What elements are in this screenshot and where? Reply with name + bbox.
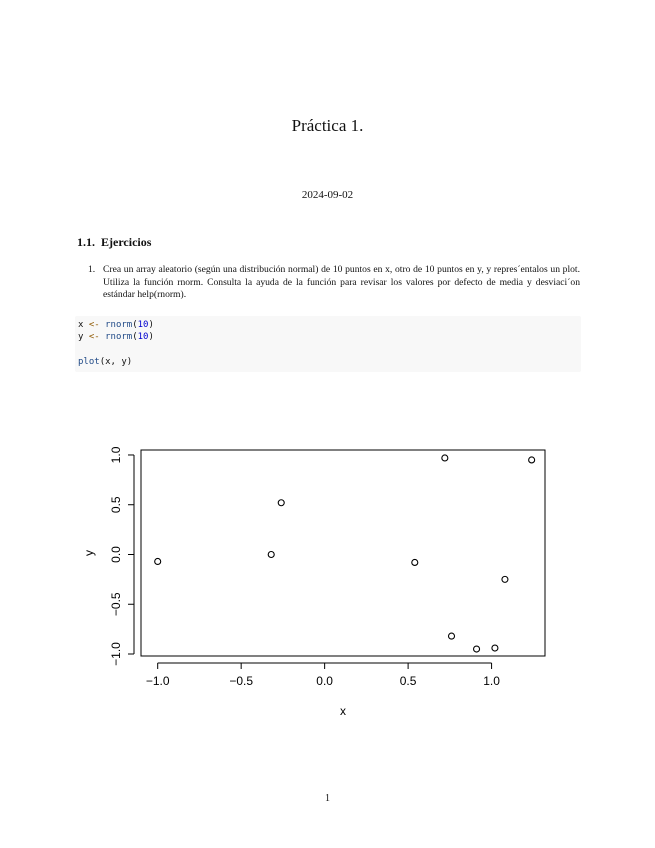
code-number: 10: [137, 332, 149, 342]
y-tick-label: 1.0: [109, 446, 123, 464]
document-title: Práctica 1.: [291, 116, 364, 135]
exercise-item: [88, 264, 580, 302]
code-var: x: [78, 320, 84, 330]
code-line-1: x <- rnorm(10): [78, 320, 154, 330]
y-tick-label: 0.5: [109, 496, 123, 514]
section-number: 1.1.: [77, 235, 95, 249]
code-function: plot: [78, 357, 100, 367]
x-tick-label: 0.0: [316, 674, 333, 688]
x-tick-label: 0.5: [399, 674, 417, 688]
page-number: 1: [325, 793, 330, 804]
code-number: 10: [137, 320, 149, 330]
y-axis-label: y: [82, 550, 96, 556]
data-point: [442, 455, 448, 461]
code-args: (x, y): [99, 357, 133, 367]
data-point: [268, 551, 274, 557]
data-point: [278, 500, 284, 506]
scatter-plot: [80, 440, 570, 730]
code-assign-op: <-: [88, 332, 100, 342]
section-heading: [77, 235, 151, 250]
y-tick-label: −1.0: [109, 642, 123, 666]
code-line-3: [78, 357, 132, 367]
data-point: [529, 457, 535, 463]
x-axis-label: x: [340, 704, 346, 718]
x-tick-label: −0.5: [229, 674, 254, 688]
data-point: [474, 646, 480, 652]
document-date: 2024-09-02: [301, 189, 354, 201]
code-function: rnorm: [105, 320, 133, 330]
code-var: y: [78, 332, 84, 342]
data-point: [412, 559, 418, 565]
section-title: Ejercicios: [101, 235, 152, 249]
exercise-number: 1.: [88, 264, 96, 275]
x-tick-label: −1.0: [145, 674, 170, 688]
y-tick-label: −0.5: [109, 592, 123, 617]
data-point: [492, 645, 498, 651]
code-assign-op: <-: [88, 320, 100, 330]
y-tick-label: 0.0: [109, 546, 123, 563]
data-point: [155, 558, 161, 564]
code-block: [75, 316, 581, 372]
exercise-text: Crea un array aleatorio (según una distribución normal) de 10 puntos en x, otro de 10 puntos en y, y repres´entalos un plot. Utiliza la función rnorm. Consulta la ayuda de la función para revisar los valores por defecto de media y desviaci´on estándar help(rnorm).: [103, 264, 580, 300]
plot-frame: [141, 450, 545, 656]
data-point: [502, 576, 508, 582]
x-tick-label: 1.0: [483, 674, 500, 688]
code-function: rnorm: [105, 332, 133, 342]
code-line-2: y <- rnorm(10): [78, 332, 154, 342]
data-point: [449, 633, 455, 639]
